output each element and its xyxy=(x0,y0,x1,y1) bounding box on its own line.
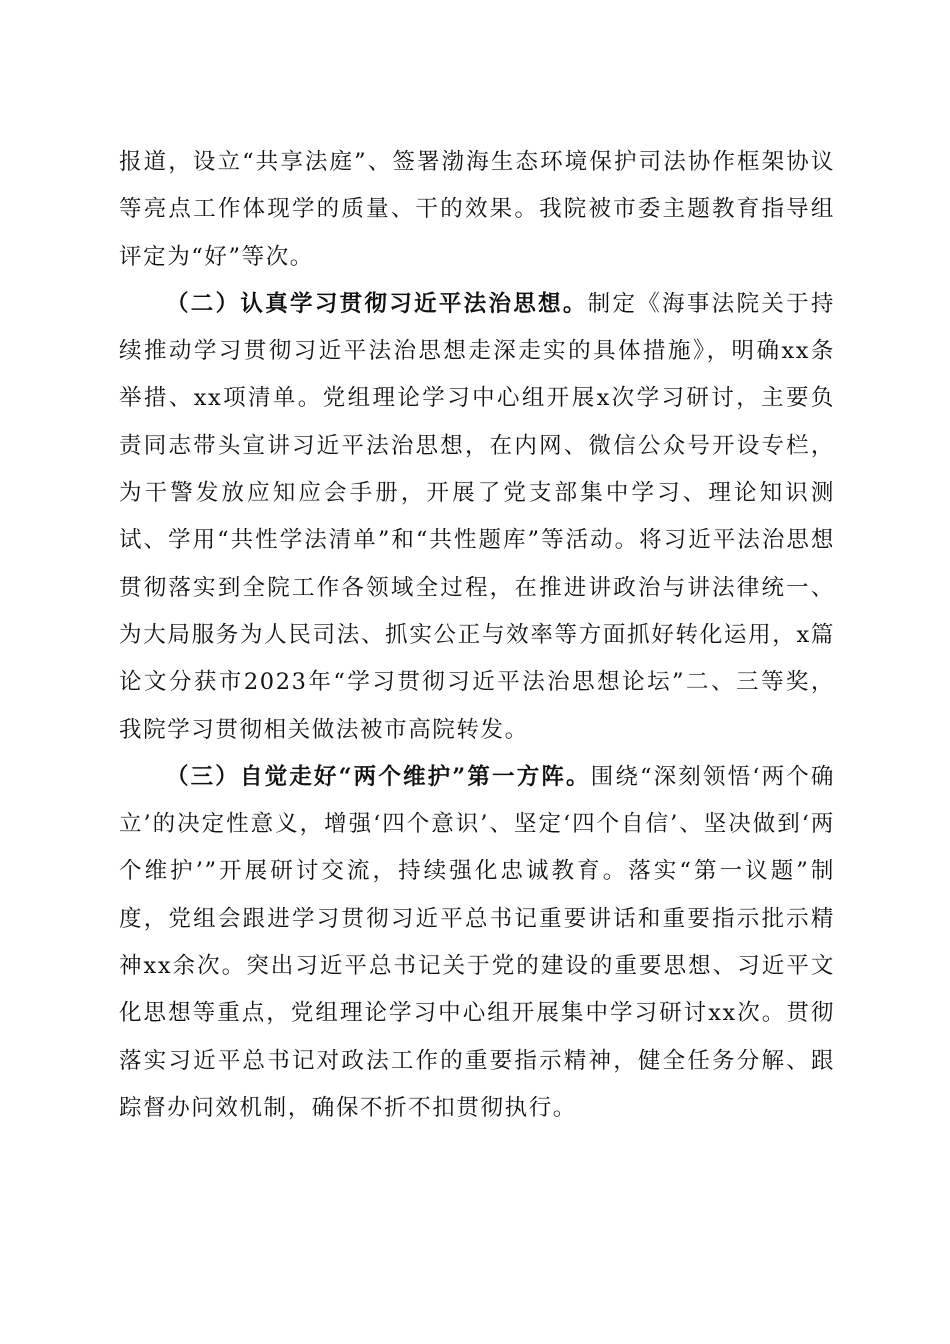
paragraph-section-three xyxy=(119,754,835,1132)
paragraph-continuation xyxy=(119,139,835,281)
paragraph-section-two xyxy=(119,281,835,754)
section-heading: （三）自觉走好“两个维护”第一方阵。 xyxy=(166,763,591,790)
paragraph-text: 报道，设立“共享法庭”、签署渤海生态环境保护司法协作框架协议等亮点工作体现学的质量、干的效果。我院被市委主题教育指导组评定为“好”等次。 xyxy=(119,149,835,270)
paragraph-text: 围绕“深刻领悟‘两个确立’的决定性意义，增强‘四个意识’、坚定‘四个自信’、坚决做到‘两个维护’”开展研讨交流，持续强化忠诚教育。落实“第一议题”制度，党组会跟进学习贯彻习近平总书记重要讲话和重要指示批示精神xx余次。突出习近平总书记关于党的建设的重要思想、习近平文化思想等重点，党组理论学习中心组开展集中学习研讨xx次。贯彻落实习近平总书记对政法工作的重要指示精神，健全任务分解、跟踪督办问效机制，确保不折不扣贯彻执行。 xyxy=(119,763,835,1121)
paragraph-text: 制定《海事法院关于持续推动学习贯彻习近平法治思想走深走实的具体措施》，明确xx条举措、xx项清单。党组理论学习中心组开展x次学习研讨，主要负责同志带头宣讲习近平法治思想，在内网、微信公众号开设专栏，为干警发放应知应会手册，开展了党支部集中学习、理论知识测试、学用“共性学法清单”和“共性题库”等活动。将习近平法治思想贯彻落实到全院工作各领域全过程，在推进讲政治与讲法律统一、为大局服务为人民司法、抓实公正与效率等方面抓好转化运用，x篇论文分获市2023年“学习贯彻习近平法治思想论坛”二、三等奖，我院学习贯彻相关做法被市高院转发。 xyxy=(119,290,835,743)
document-body xyxy=(119,139,835,1132)
section-heading: （二）认真学习贯彻习近平法治思想。 xyxy=(166,290,588,317)
